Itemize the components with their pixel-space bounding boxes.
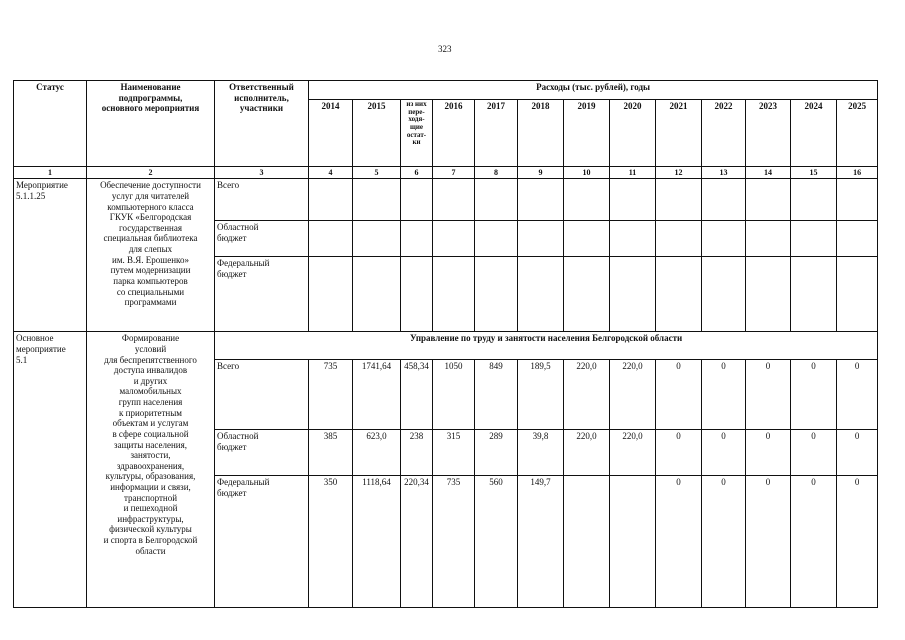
value-cell: 0	[791, 360, 837, 430]
value-cell: 0	[656, 360, 702, 430]
row-label-total: Всего	[215, 360, 309, 430]
value-cell: 0	[702, 476, 746, 608]
value-cell: 0	[837, 430, 878, 476]
row-label-regional-budget: Областной бюджет	[215, 430, 309, 476]
value-cell: 0	[791, 476, 837, 608]
value-cell	[518, 221, 564, 257]
value-cell: 149,7	[518, 476, 564, 608]
value-cell: 0	[837, 360, 878, 430]
value-cell: 289	[475, 430, 518, 476]
value-cell: 849	[475, 360, 518, 430]
column-number: 3	[215, 167, 309, 179]
column-number: 5	[353, 167, 401, 179]
value-cell: 39,8	[518, 430, 564, 476]
year-header: 2023	[746, 100, 791, 167]
year-header: 2019	[564, 100, 610, 167]
value-cell	[702, 257, 746, 332]
column-number: 15	[791, 167, 837, 179]
value-cell: 1741,64	[353, 360, 401, 430]
column-number: 10	[564, 167, 610, 179]
header-responsible: Ответственный исполнитель, участники	[215, 81, 309, 167]
value-cell	[746, 179, 791, 221]
value-cell	[309, 179, 353, 221]
column-number: 7	[433, 167, 475, 179]
main-event-name: Формирование условий для беспрепятственного доступа инвалидов и других маломобильных групп населения к приоритетным объектам и услугам в сфере социальной защиты населения, занятости, здравоохранения, культуры, образования, информации и связи, транспортной и пешеходной инфраструктуры, физической культуры и спорта в Белгородской области	[87, 332, 215, 608]
header-name: Наименование подпрограммы, основного мероприятия	[87, 81, 215, 167]
value-cell: 385	[309, 430, 353, 476]
year-header: 2020	[610, 100, 656, 167]
value-cell	[656, 257, 702, 332]
year-header: 2015	[353, 100, 401, 167]
value-cell: 189,5	[518, 360, 564, 430]
value-cell	[353, 257, 401, 332]
value-cell: 0	[746, 360, 791, 430]
column-number: 2	[87, 167, 215, 179]
value-cell	[564, 476, 610, 608]
column-number: 14	[746, 167, 791, 179]
value-cell	[656, 221, 702, 257]
year-header: 2021	[656, 100, 702, 167]
header-expenses: Расходы (тыс. рублей), годы	[309, 81, 878, 100]
column-number: 9	[518, 167, 564, 179]
value-cell	[610, 476, 656, 608]
value-cell	[746, 257, 791, 332]
value-cell: 220,34	[401, 476, 433, 608]
value-cell	[433, 257, 475, 332]
value-cell	[518, 179, 564, 221]
responsible-agency: Управление по труду и занятости населения Белгородской области	[215, 332, 878, 360]
value-cell	[475, 179, 518, 221]
header-status: Статус	[14, 81, 87, 167]
value-cell: 0	[837, 476, 878, 608]
column-number: 16	[837, 167, 878, 179]
value-cell: 623,0	[353, 430, 401, 476]
value-cell: 0	[702, 430, 746, 476]
value-cell: 735	[309, 360, 353, 430]
value-cell: 350	[309, 476, 353, 608]
column-number: 12	[656, 167, 702, 179]
value-cell: 220,0	[564, 430, 610, 476]
value-cell: 315	[433, 430, 475, 476]
value-cell	[353, 221, 401, 257]
value-cell	[837, 257, 878, 332]
value-cell	[433, 179, 475, 221]
row-label-regional-budget: Областной бюджет	[215, 221, 309, 257]
value-cell: 458,34	[401, 360, 433, 430]
value-cell: 0	[702, 360, 746, 430]
value-cell	[610, 221, 656, 257]
value-cell: 0	[746, 430, 791, 476]
row-label-federal-budget: Федеральный бюджет	[215, 476, 309, 608]
column-number: 13	[702, 167, 746, 179]
value-cell: 220,0	[610, 360, 656, 430]
row-label-total: Всего	[215, 179, 309, 221]
value-cell	[791, 221, 837, 257]
year-header: 2022	[702, 100, 746, 167]
year-header: 2016	[433, 100, 475, 167]
value-cell	[564, 221, 610, 257]
budget-table	[13, 80, 878, 608]
value-cell	[564, 179, 610, 221]
column-number: 4	[309, 167, 353, 179]
value-cell	[791, 179, 837, 221]
value-cell: 238	[401, 430, 433, 476]
value-cell	[837, 221, 878, 257]
value-cell: 735	[433, 476, 475, 608]
value-cell	[475, 221, 518, 257]
event-name: Обеспечение доступности услуг для читателей компьютерного класса ГКУК «Белгородская государственная специальная библиотека для слепых им. В.Я. Ерошенко» путем модернизации парка компьютеров со специальными программами	[87, 179, 215, 332]
value-cell	[702, 179, 746, 221]
value-cell: 0	[656, 476, 702, 608]
value-cell	[564, 257, 610, 332]
value-cell	[401, 221, 433, 257]
year-header: 2018	[518, 100, 564, 167]
main-event-status: Основное мероприятие 5.1	[14, 332, 87, 608]
column-number: 8	[475, 167, 518, 179]
value-cell: 220,0	[564, 360, 610, 430]
value-cell	[791, 257, 837, 332]
page-number: 323	[438, 44, 452, 54]
value-cell: 1050	[433, 360, 475, 430]
value-cell	[401, 257, 433, 332]
value-cell	[656, 179, 702, 221]
transitional-remainders-header: из них пере- ходя- щие остат- ки	[401, 100, 433, 167]
value-cell	[518, 257, 564, 332]
column-number: 6	[401, 167, 433, 179]
value-cell	[610, 179, 656, 221]
value-cell	[610, 257, 656, 332]
value-cell: 0	[746, 476, 791, 608]
value-cell	[837, 179, 878, 221]
year-header: 2017	[475, 100, 518, 167]
value-cell: 1118,64	[353, 476, 401, 608]
event-status: Мероприятие 5.1.1.25	[14, 179, 87, 332]
value-cell	[475, 257, 518, 332]
value-cell	[309, 257, 353, 332]
value-cell: 220,0	[610, 430, 656, 476]
value-cell: 560	[475, 476, 518, 608]
value-cell	[433, 221, 475, 257]
value-cell	[746, 221, 791, 257]
value-cell: 0	[791, 430, 837, 476]
row-label-federal-budget: Федеральный бюджет	[215, 257, 309, 332]
year-header: 2024	[791, 100, 837, 167]
year-header: 2014	[309, 100, 353, 167]
year-header: 2025	[837, 100, 878, 167]
value-cell: 0	[656, 430, 702, 476]
value-cell	[702, 221, 746, 257]
value-cell	[309, 221, 353, 257]
value-cell	[353, 179, 401, 221]
value-cell	[401, 179, 433, 221]
column-number: 11	[610, 167, 656, 179]
column-number: 1	[14, 167, 87, 179]
